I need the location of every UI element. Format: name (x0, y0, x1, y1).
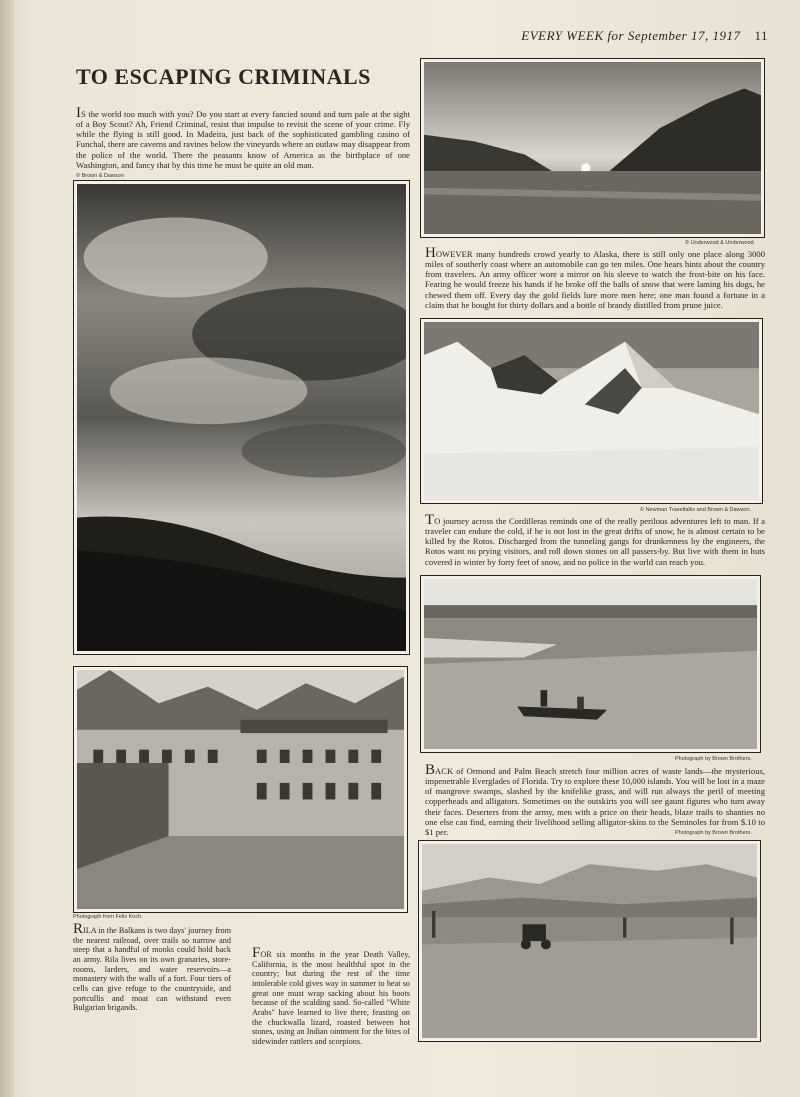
page-edge-shadow (0, 0, 14, 1097)
running-header (521, 28, 768, 44)
everglades-dropcap: B (425, 762, 436, 778)
everglades-image (424, 579, 757, 749)
publication-line: EVERY WEEK for September 17, 1917 (521, 28, 741, 43)
credit-cordilleras: © Newman Traveltalks and Brown & Dawson. (640, 507, 752, 513)
madeira-image (77, 184, 406, 651)
intro-paragraph (76, 107, 410, 170)
credit-everglades: Photograph by Brown Brothers. (675, 756, 752, 762)
credit-alaska: © Underwood & Underwood. (685, 240, 756, 246)
photo-rila-monastery (73, 666, 408, 913)
rila-text: ILA in the Balkans is two days' journey from the nearest railroad, over trails so narrow and steep that a handful of monks could hold back an army. Rila lives on its own granaries, store-rooms, larders, and water reservoirs—a monastery with the walls of a fort. Four tiers of cells can give refuge to the countryside, and portcullis and moat can withstand even Bulgarian brigands. (73, 926, 231, 1013)
death-valley-paragraph (252, 947, 410, 1047)
alaska-text: OWEVER many hundreds crowd yearly to Alaska, there is still only one place along 3000 miles of southerly coast where an automobile can go ten miles. One hears hints about the country from travelers. An army officer wore a mirror on his sleeve to watch the frost-bite on his face. Fearing he would freeze his hands if he broke off the balls of snow that were laming his dogs, he chewed them off. Every day the gold fields lure more men here; one man found a fortune in a claim that he bought for thirty dollars and a bottle of brandy distilled from prune juice. (425, 249, 765, 310)
photo-madeira-clouds (73, 180, 410, 655)
death-valley-dropcap: F (252, 945, 261, 961)
death-valley-image (422, 844, 757, 1038)
photo-cordilleras (420, 318, 763, 504)
photo-death-valley (418, 840, 761, 1042)
intro-dropcap: I (76, 105, 81, 121)
cordilleras-dropcap: T (425, 512, 435, 528)
photo-everglades (420, 575, 761, 753)
cordilleras-paragraph (425, 514, 765, 567)
alaska-dropcap: H (425, 245, 436, 261)
everglades-paragraph (425, 764, 765, 837)
photo-alaska (420, 58, 765, 238)
rila-dropcap: R (73, 921, 84, 937)
everglades-text: ACK of Ormond and Palm Beach stretch four million acres of waste lands—the mysterious, impenetrable Everglades of Florida. Try to explore these 10,000 islands. You will be lost in a maze of mangrove swamps, slashed by the knifelike grass, and will run always the peril of meeting copperheads and alligators. Sometimes on the outskirts you will see gaunt figures who turn away their faces. Deserters from the army, men with a price on their heads, blaze trails to shanties no one else can find, earning their livelihood selling alligator-skins to the Seminoles for from $.10 to $1 per. (425, 766, 765, 837)
credit-death-valley: Photograph by Brown Brothers. (675, 830, 752, 836)
cordilleras-text: O journey across the Cordilleras reminds one of the really perilous adventures left to man. If a traveler can endure the cold, if he is not lost in the great drifts of snow, he is almost certain to be killed by the Rotos. Discharged from the tunneling gangs for drunkenness by the engineers, the Rotos want no prying visitors, and roll down stones on all passers-by. But live with them in huts covered in winter by forty feet of snow, and no police in the world can reach you. (425, 516, 765, 567)
rila-paragraph (73, 923, 231, 1013)
death-valley-text: OR six months in the year Death Valley, California, is the most healthful spot in the country; but during the rest of the time intolerable cold gives way in summer to heat so great one must wrap sacking about his boots because of the scalding sand. So-called "White Arabs" have learned to live there, feasting on the chuckwalla lizard, roasted between hot stones, using an Indian ointment for the bites of sidewinder rattlers and scorpions. (252, 950, 410, 1047)
alaska-paragraph (425, 247, 765, 310)
page-number: 11 (754, 28, 768, 43)
intro-text: S the world too much with you? Do you start at every fancied sound and turn pale at the sight of a Boy Scout? Ah, Friend Criminal, resist that impulse to revisit the scene of your crime. Fly while the flying is still good. In Madeira, just back of the sophisticated gambling casino of Funchal, there are caverns and ravines below the vineyards where an outlaw may disappear from the police of the world. There the peasants know of America as the birthplace of one Washington, and fancy that by this time he must be quite an old man. (76, 109, 410, 170)
cordilleras-image (424, 322, 759, 500)
alaska-image (424, 62, 761, 234)
rila-image (77, 670, 404, 909)
credit-rila: Photograph from Felix Koch. (73, 914, 143, 920)
credit-madeira: © Brown & Dawson (76, 173, 124, 179)
article-title: TO ESCAPING CRIMINALS (76, 64, 371, 89)
